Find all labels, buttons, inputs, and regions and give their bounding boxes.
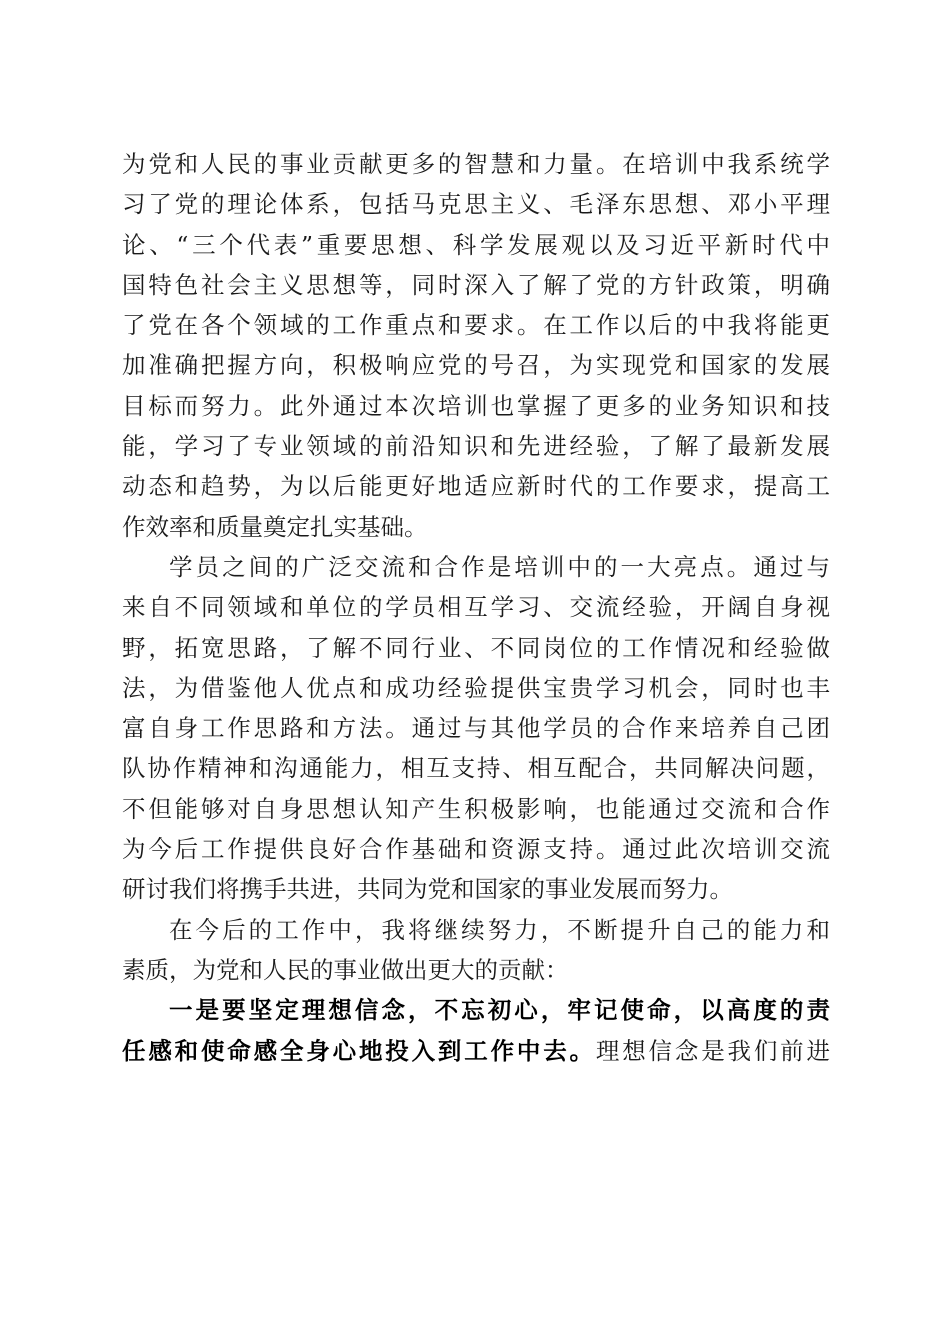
- text-line: 富自身工作思路和方法。通过与其他学员的合作来培养自己团: [122, 714, 830, 743]
- text-line: 素质，为党和人民的事业做出更大的贡献：: [122, 955, 569, 984]
- text-line: 为党和人民的事业贡献更多的智慧和力量。在培训中我系统学: [122, 150, 830, 178]
- text-line: 野，拓宽思路，了解不同行业、不同岗位的工作情况和经验做: [122, 633, 830, 662]
- text-line-tail: 理想信念是我们前进: [595, 1036, 831, 1065]
- text-line: 作效率和质量奠定扎实基础。: [122, 512, 428, 541]
- text-line: 不但能够对自身思想认知产生积极影响，也能通过交流和合作: [122, 794, 830, 823]
- text-line: 学员之间的广泛交流和合作是培训中的一大亮点。通过与: [169, 552, 830, 581]
- text-line: 为今后工作提供良好合作基础和资源支持。通过此次培训交流: [122, 835, 830, 864]
- paragraph-4: [122, 990, 830, 1071]
- text-line: 动态和趋势，为以后能更好地适应新时代的工作要求，提高工: [122, 472, 830, 501]
- text-line: 来自不同领域和单位的学员相互学习、交流经验，开阔自身视: [122, 593, 830, 622]
- text-line: 研讨我们将携手共进，共同为党和国家的事业发展而努力。: [122, 875, 733, 904]
- paragraph-3: [122, 910, 830, 991]
- text-line: 加准确把握方向，积极响应党的号召，为实现党和国家的发展: [122, 351, 830, 380]
- text-line: 目标而努力。此外通过本次培训也掌握了更多的业务知识和技: [122, 391, 830, 420]
- text-line: 习了党的理论体系，包括马克思主义、毛泽东思想、邓小平理: [122, 190, 830, 219]
- paragraph-1: [122, 144, 830, 547]
- text-line-bold: 任感和使命感全身心地投入到工作中去。: [122, 1036, 596, 1065]
- text-line: 队协作精神和沟通能力，相互支持、相互配合，共同解决问题，: [122, 754, 830, 783]
- document-page: [122, 144, 830, 1071]
- text-line: 在今后的工作中，我将继续努力，不断提升自己的能力和: [169, 915, 830, 944]
- text-line: [122, 1031, 830, 1071]
- text-line: 论、“三个代表”重要思想、科学发展观以及习近平新时代中: [122, 230, 830, 259]
- text-line: 国特色社会主义思想等，同时深入了解了党的方针政策，明确: [122, 270, 830, 299]
- text-line: 了党在各个领域的工作重点和要求。在工作以后的中我将能更: [122, 311, 830, 340]
- text-line-bold: 一是要坚定理想信念，不忘初心，牢记使命，以高度的责: [169, 996, 830, 1025]
- text-line: 能，学习了专业领域的前沿知识和先进经验，了解了最新发展: [122, 432, 830, 461]
- text-line: 法，为借鉴他人优点和成功经验提供宝贵学习机会，同时也丰: [122, 673, 830, 702]
- paragraph-2: [122, 547, 830, 910]
